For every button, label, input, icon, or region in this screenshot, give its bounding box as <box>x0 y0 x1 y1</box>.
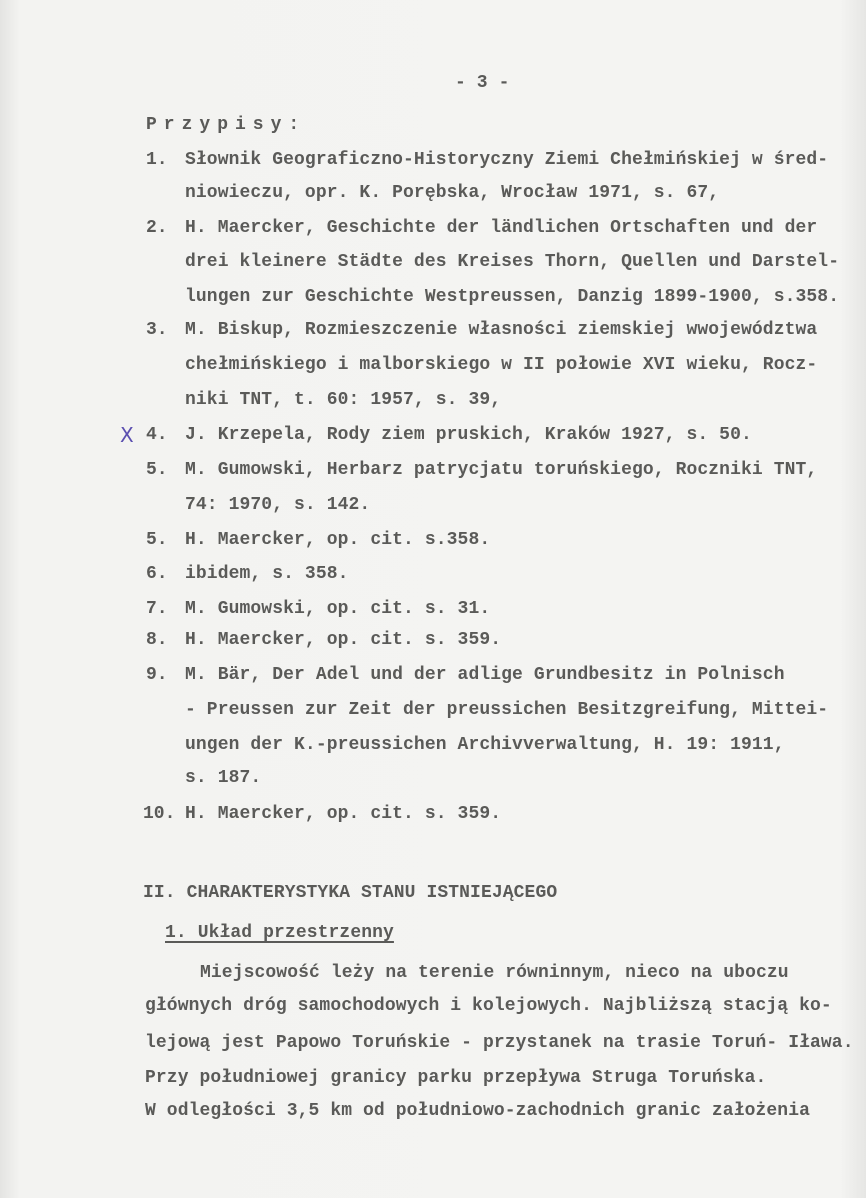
footnotes-heading: Przypisy: <box>146 115 307 135</box>
handwritten-x-mark: X <box>120 423 134 447</box>
footnote-number: 3. <box>146 320 168 340</box>
footnote-line: lungen zur Geschichte Westpreussen, Danzig 1899-1900, s.358. <box>185 287 840 307</box>
footnote-number: 4. <box>146 425 168 445</box>
paragraph-line: Przy południowej granicy parku przepływa Struga Toruńska. <box>145 1068 767 1088</box>
footnote-line: H. Maercker, op. cit. s.358. <box>185 530 491 550</box>
paragraph-line: głównych dróg samochodowych i kolejowych. Najbliższą stacją ko- <box>145 996 832 1016</box>
footnote-number: 10. <box>143 804 176 824</box>
footnote-line: H. Maercker, op. cit. s. 359. <box>185 804 502 824</box>
paragraph-line: lejową jest Papowo Toruńskie - przystanek na trasie Toruń- Iława. <box>145 1033 854 1053</box>
footnote-number: 7. <box>146 599 168 619</box>
footnote-line: M. Biskup, Rozmieszczenie własności ziemskiej wwojewództwa <box>185 320 818 340</box>
paragraph-line: W odległości 3,5 km od południowo-zachodnich granic założenia <box>145 1101 811 1121</box>
footnote-line: chełmińskiego i malborskiego w II połowie XVI wieku, Rocz- <box>185 355 818 375</box>
footnote-line: - Preussen zur Zeit der preussichen Besitzgreifung, Mittei- <box>185 700 829 720</box>
footnote-line: J. Krzepela, Rody ziem pruskich, Kraków 1927, s. 50. <box>185 425 752 445</box>
footnote-line: ungen der K.-preussichen Archivverwaltung, H. 19: 1911, <box>185 735 785 755</box>
footnote-line: M. Gumowski, op. cit. s. 31. <box>185 599 491 619</box>
footnote-line: H. Maercker, Geschichte der ländlichen Ortschaften und der <box>185 218 818 238</box>
footnote-line: M. Gumowski, Herbarz patrycjatu toruńskiego, Roczniki TNT, <box>185 460 818 480</box>
footnote-line: s. 187. <box>185 768 262 788</box>
footnote-line: niowieczu, opr. K. Porębska, Wrocław 1971, s. 67, <box>185 183 720 203</box>
section-heading: II. CHARAKTERYSTYKA STANU ISTNIEJĄCEGO <box>143 883 558 903</box>
footnote-number: 9. <box>146 665 168 685</box>
paragraph-line: Miejscowość leży na terenie równinnym, nieco na uboczu <box>200 963 789 983</box>
footnote-line: drei kleinere Städte des Kreises Thorn, Quellen und Darstel- <box>185 252 840 272</box>
footnote-line: H. Maercker, op. cit. s. 359. <box>185 630 502 650</box>
footnote-number: 1. <box>146 150 168 170</box>
page-number: - 3 - <box>455 73 510 93</box>
footnote-line: Słownik Geograficzno-Historyczny Ziemi Chełmińskiej w śred- <box>185 150 829 170</box>
footnote-line: niki TNT, t. 60: 1957, s. 39, <box>185 390 502 410</box>
footnote-number: 5. <box>146 460 168 480</box>
footnote-line: ibidem, s. 358. <box>185 564 349 584</box>
footnote-number: 5. <box>146 530 168 550</box>
subsection-heading: 1. Układ przestrzenny <box>165 923 394 943</box>
footnote-line: M. Bär, Der Adel und der adlige Grundbesitz in Polnisch <box>185 665 785 685</box>
footnote-number: 6. <box>146 564 168 584</box>
footnote-number: 8. <box>146 630 168 650</box>
footnote-line: 74: 1970, s. 142. <box>185 495 371 515</box>
footnote-number: 2. <box>146 218 168 238</box>
